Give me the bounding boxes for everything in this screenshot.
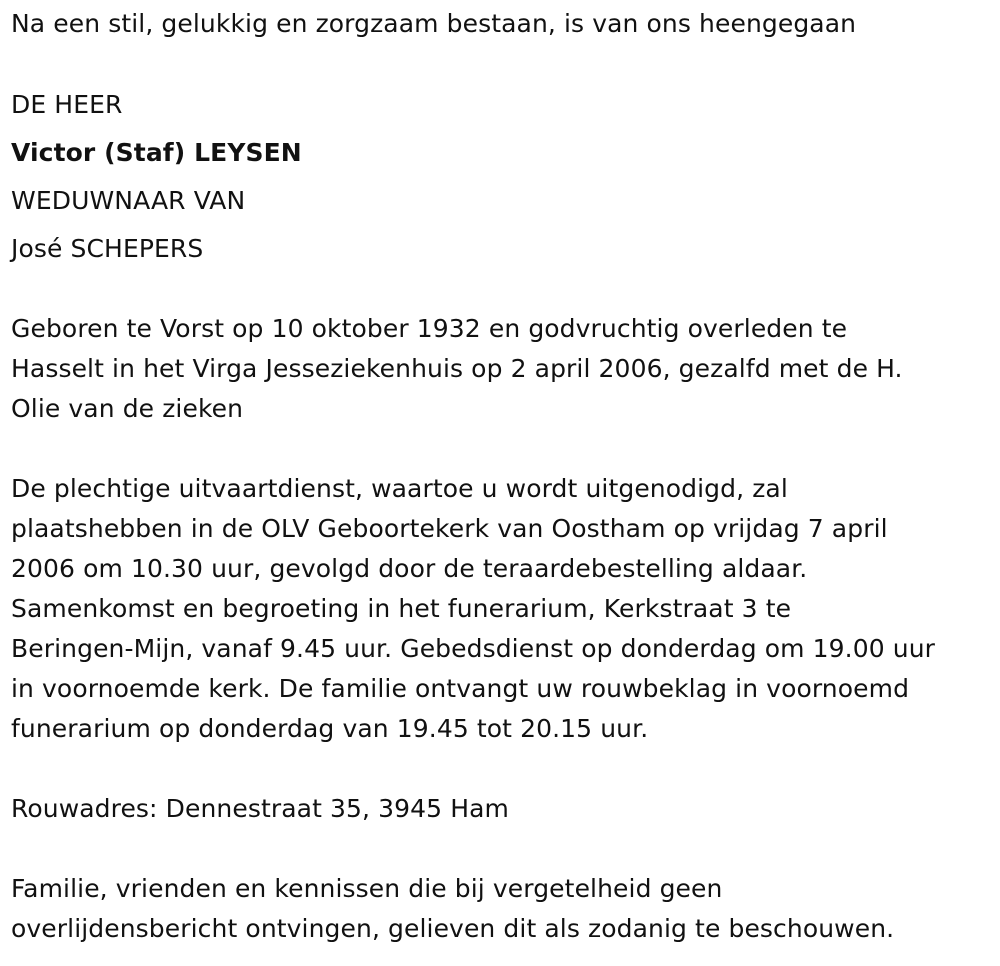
service-line: De plechtige uitvaartdienst, waartoe u wordt uitgenodigd, zal (11, 474, 788, 503)
birth-death-line: Olie van de zieken (11, 394, 244, 423)
service-line: Beringen-Mijn, vanaf 9.45 uur. Gebedsdienst op donderdag om 19.00 uur (11, 634, 936, 663)
service-line: in voornoemde kerk. De familie ontvangt uw rouwbeklag in voornoemd (11, 674, 910, 703)
service-line: 2006 om 10.30 uur, gevolgd door de teraardebestelling aldaar. (11, 554, 808, 583)
spouse-name: José SCHEPERS (11, 234, 204, 263)
intro-text: Na een stil, gelukkig en zorgzaam bestaan, is van ons heengegaan (11, 9, 857, 38)
closing-line: Familie, vrienden en kennissen die bij vergetelheid geen (11, 874, 723, 903)
birth-death-line: Hasselt in het Virga Jesseziekenhuis op 2 april 2006, gezalfd met de H. (11, 354, 903, 383)
mourning-address: Rouwadres: Dennestraat 35, 3945 Ham (11, 794, 509, 823)
service-line: plaatshebben in de OLV Geboortekerk van Oostham op vrijdag 7 april (11, 514, 888, 543)
deceased-name: Victor (Staf) LEYSEN (11, 138, 302, 167)
relation-label: WEDUWNAAR VAN (11, 186, 246, 215)
service-line: funerarium op donderdag van 19.45 tot 20.15 uur. (11, 714, 649, 743)
birth-death-line: Geboren te Vorst op 10 oktober 1932 en godvruchtig overleden te (11, 314, 848, 343)
honorific: DE HEER (11, 90, 123, 119)
closing-line: overlijdensbericht ontvingen, gelieven dit als zodanig te beschouwen. (11, 914, 895, 943)
service-line: Samenkomst en begroeting in het funerarium, Kerkstraat 3 te (11, 594, 792, 623)
